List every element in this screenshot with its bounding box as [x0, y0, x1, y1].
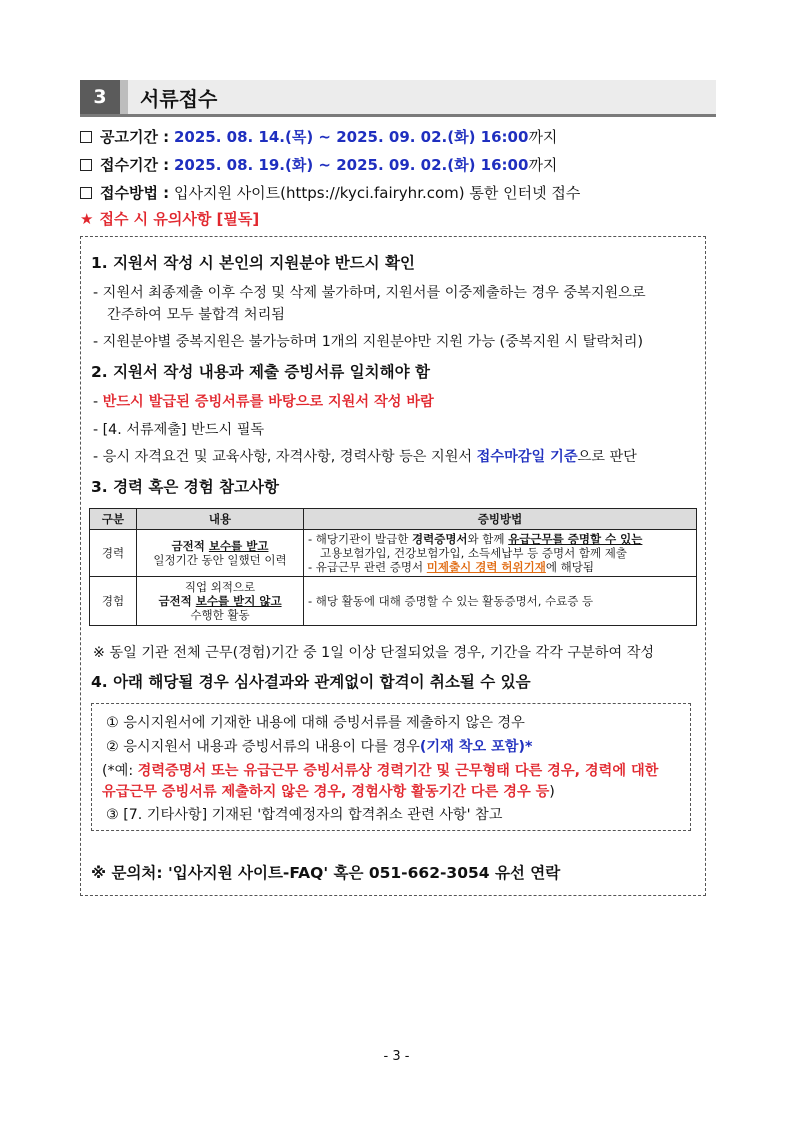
item1-line2: - 지원분야별 중복지원은 불가능하며 1개의 지원분야만 지원 가능 (중복지원 시 탈락처리): [93, 334, 643, 350]
star-icon: ★: [80, 210, 94, 228]
item2-heading: 2. 지원서 작성 내용과 제출 증빙서류 일치해야 함: [91, 363, 430, 381]
item3-heading: 3. 경력 혹은 경험 참고사항: [91, 478, 279, 496]
table-header: 증빙방법: [304, 509, 697, 530]
item1-line1: - 지원서 최종제출 이후 수정 및 삭제 불가하며, 지원서를 이중제출하는 경우 중복지원으로: [93, 285, 646, 301]
item1-heading: 1. 지원서 작성 시 본인의 지원분야 반드시 확인: [91, 254, 415, 272]
cancel-case-1: ① 응시지원서에 기재한 내용에 대해 증빙서류를 제출하지 않은 경우: [106, 715, 525, 731]
table-header: 내용: [137, 509, 304, 530]
notice-period: 공고기간 : 2025. 08. 14.(목) ~ 2025. 09. 02.(화) 16:00까지: [80, 126, 557, 147]
cancel-case-2: ② 응시지원서 내용과 증빙서류의 내용이 다를 경우(기재 착오 포함)*: [106, 739, 533, 755]
notice-receipt: 접수기간 : 2025. 08. 19.(화) ~ 2025. 09. 02.(화) 16:00까지: [80, 154, 557, 175]
cancel-case-2-example-cont: 유급근무 증빙서류 제출하지 않은 경우, 경험사항 활동기간 다른 경우 등): [102, 784, 555, 800]
section-header: [80, 80, 716, 116]
cancel-case-2-example: (*예: 경력증명서 또는 유급근무 증빙서류상 경력기간 및 근무형태 다른 경우, 경력에 대한: [102, 763, 659, 779]
caution-box: [80, 236, 706, 896]
section-number: 3: [80, 80, 120, 114]
section-title: 서류접수: [140, 87, 218, 111]
section-divider: [80, 114, 716, 117]
notice-method: 접수방법 : 입사지원 사이트(https://kyci.fairyhr.com) 통한 인터넷 접수: [80, 182, 580, 203]
item2-line1: - 반드시 발급된 증빙서류를 바탕으로 지원서 작성 바람: [93, 394, 434, 410]
contact-info: ※ 문의처: '입사지원 사이트-FAQ' 혹은 051-662-3054 유선 연락: [91, 864, 561, 882]
checkbox-icon: [80, 131, 92, 143]
checkbox-icon: [80, 187, 92, 199]
checkbox-icon: [80, 159, 92, 171]
cancellation-box: [91, 703, 691, 831]
experience-table: [89, 508, 697, 626]
page-number: - 3 -: [383, 1049, 410, 1064]
item4-heading: 4. 아래 해당될 경우 심사결과와 관계없이 합격이 취소될 수 있음: [91, 673, 531, 691]
table-row: 경력 금전적 보수를 받고 일정기간 동안 일했던 이력 - 해당기관이 발급한 경력증명서와 함께 유급근무를 증명할 수 있는 고용보험가입, 건강보험가입, 소득세납부 등 증명서 함께 제출 - 유급근무 관련 증명서 미제출시 경력 허위기재에 해당됨: [90, 530, 697, 577]
cancel-case-3: ③ [7. 기타사항] 기재된 '합격예정자의 합격취소 관련 사항' 참고: [106, 807, 503, 823]
caution-title: ★ 접수 시 유의사항 [필독]: [80, 210, 260, 228]
item2-line3: - 응시 자격요건 및 교육사항, 자격사항, 경력사항 등은 지원서 접수마감일 기준으로 판단: [93, 449, 637, 465]
item2-line2: - [4. 서류제출] 반드시 필독: [93, 422, 265, 438]
item3-note: ※ 동일 기관 전체 근무(경험)기간 중 1일 이상 단절되었을 경우, 기간을 각각 구분하여 작성: [93, 645, 655, 661]
table-header: 구분: [90, 509, 137, 530]
table-row: 경험 직업 외적으로 금전적 보수를 받지 않고 수행한 활동 - 해당 활동에 대해 증명할 수 있는 활동증명서, 수료증 등: [90, 577, 697, 626]
item1-line1b: 간주하여 모두 불합격 처리됨: [107, 307, 285, 323]
